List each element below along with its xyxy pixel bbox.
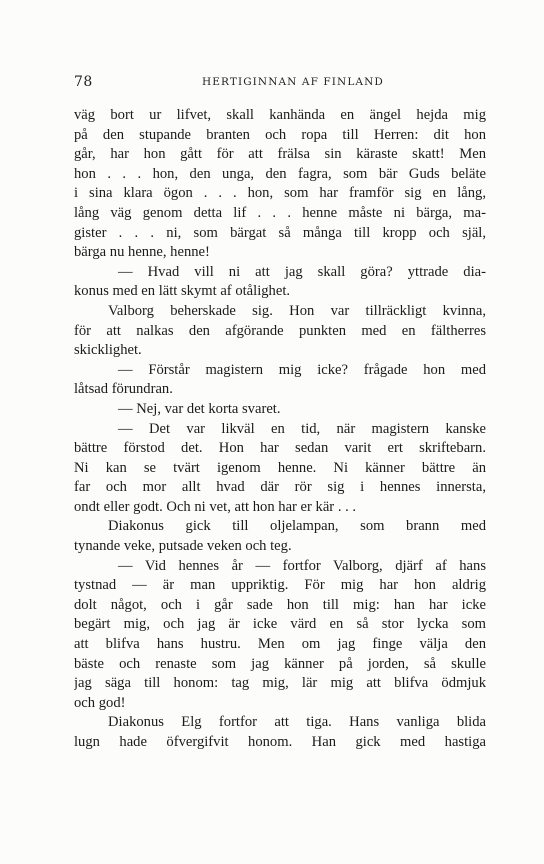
text-line: låtsad förundran. (74, 381, 173, 398)
text-line: far och mor allt hvad där rör sig i hennes innersta, (74, 479, 486, 496)
text-line: går, har hon gått för att frälsa sin käraste skatt! Men (74, 146, 486, 163)
text-line: tynande veke, putsade veken och teg. (74, 538, 292, 555)
text-line: hon . . . hon, den unga, den fagra, som bär Guds beläte (74, 165, 486, 182)
text-line: Ni kan se tvärt igenom henne. Ni känner bättre än (74, 459, 486, 476)
text-line: tystnad — är man uppriktig. För mig har hon aldrig (74, 577, 486, 594)
text-line: bäste och renaste som jag känner på jorden, så skulle (74, 655, 486, 672)
text-line: på den stupande branten och ropa till Herren: dit hon (74, 126, 486, 143)
text-line: konus med en lätt skymt af otålighet. (74, 283, 291, 300)
page-number: 78 (74, 74, 93, 90)
text-line: bärga nu henne, henne! (74, 244, 210, 261)
page-header (74, 74, 486, 94)
text-line: — Vid hennes år — fortfor Valborg, djärf af hans (118, 557, 486, 574)
text-line: och god! (74, 694, 126, 711)
text-line: — Det var likväl en tid, när magistern kanske (118, 420, 486, 437)
text-line: — Hvad vill ni att jag skall göra? yttrade dia- (118, 263, 486, 280)
running-head: HERTIGINNAN AF FINLAND (202, 76, 384, 88)
text-line: ondt eller godt. Och ni vet, att hon har er kär . . . (74, 498, 357, 515)
text-line: i sina klara ögon . . . hon, som har framför sig en lång, (74, 185, 486, 202)
text-line: — Förstår magistern mig icke? frågade hon med (118, 361, 486, 378)
text-line: Valborg beherskade sig. Hon var tillräckligt kvinna, (108, 302, 486, 319)
text-line: jag säga till honom: tag mig, lär mig att blifva ödmjuk (74, 675, 486, 692)
text-line: Diakonus gick till oljelampan, som brann med (108, 518, 486, 535)
text-line: väg bort ur lifvet, skall kanhända en ängel hejda mig (74, 107, 486, 123)
text-line: dolt något, och i går sade hon till mig: han har icke (74, 596, 486, 613)
text-line: gister . . . ni, som bärgat så många till kropp och själ, (74, 224, 486, 241)
text-line: lugn hade öfvergifvit honom. Han gick med hastiga (74, 734, 486, 750)
text-line: — Nej, var det korta svaret. (118, 400, 281, 417)
body-text (74, 106, 486, 753)
text-line: att blifva hans hustru. Men om jag finge välja den (74, 636, 486, 653)
text-line: för att nalkas den afgörande punkten med en fältherres (74, 322, 486, 339)
text-line: skicklighet. (74, 342, 142, 359)
text-line: Diakonus Elg fortfor att tiga. Hans vanliga blida (108, 714, 486, 731)
text-line: bättre förstod det. Hon har sedan varit ert skriftebarn. (74, 440, 486, 457)
text-line: begärt mig, och jag är icke värd en så stor lycka som (74, 616, 486, 633)
text-line: lång väg genom detta lif . . . henne måste ni bärga, ma- (74, 204, 486, 221)
